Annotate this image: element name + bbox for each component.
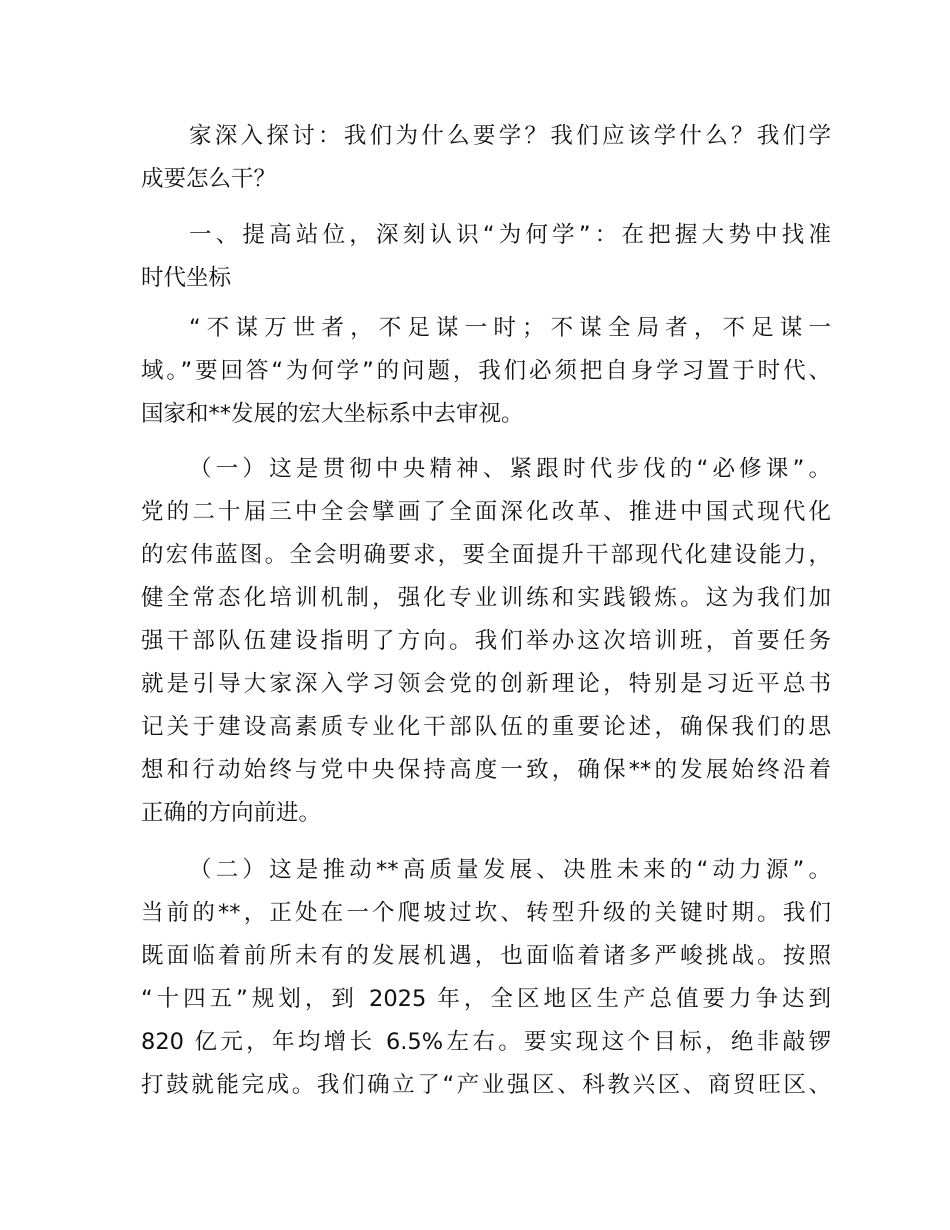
text-line: 域。”要回答“为何学”的问题，我们必须把自身学习置于时代、 — [141, 358, 831, 384]
paragraph-quote — [141, 307, 831, 436]
text-line: 当前的**，正处在一个爬坡过坎、转型升级的关键时期。我们 — [141, 900, 831, 926]
text-line: 就是引导大家深入学习领会党的创新理论，特别是习近平总书 — [141, 671, 831, 697]
paragraph-subsection-2 — [141, 849, 831, 1107]
text-line: 强干部队伍建设指明了方向。我们举办这次培训班，首要任务 — [141, 628, 831, 654]
text-line: 820 亿元，年均增长 6.5%左右。要实现这个目标，绝非敲锣 — [141, 1029, 831, 1055]
text-line: “十四五”规划，到 2025 年，全区地区生产总值要力争达到 — [141, 986, 831, 1012]
text-line: 国家和**发展的宏大坐标系中去审视。 — [141, 401, 524, 427]
text-line: 家深入探讨：我们为什么要学？我们应该学什么？我们学 — [189, 123, 831, 149]
text-line: 时代坐标 — [141, 265, 232, 291]
text-line: 既面临着前所未有的发展机遇，也面临着诸多严峻挑战。按照 — [141, 943, 831, 969]
text-line: 打鼓就能完成。我们确立了“产业强区、科教兴区、商贸旺区、 — [141, 1072, 831, 1098]
text-line: （二）这是推动**高质量发展、决胜未来的“动力源”。 — [189, 857, 831, 883]
text-line: 一、提高站位，深刻认识“为何学”：在把握大势中找准 — [189, 222, 831, 248]
text-line: “不谋万世者，不足谋一时；不谋全局者，不足谋一 — [189, 315, 831, 341]
paragraph-subsection-1 — [141, 448, 831, 835]
section-heading-1 — [141, 214, 831, 300]
text-line: 正确的方向前进。 — [141, 800, 322, 826]
text-line: 记关于建设高素质专业化干部队伍的重要论述，确保我们的思 — [141, 714, 831, 740]
text-line: 党的二十届三中全会擘画了全面深化改革、推进中国式现代化 — [141, 499, 831, 525]
text-line: 健全常态化培训机制，强化专业训练和实践锻炼。这为我们加 — [141, 585, 831, 611]
text-line: （一）这是贯彻中央精神、紧跟时代步伐的“必修课”。 — [189, 456, 831, 482]
text-line: 成要怎么干？ — [141, 166, 277, 192]
text-line: 的宏伟蓝图。全会明确要求，要全面提升干部现代化建设能力， — [141, 542, 831, 568]
paragraph-intro-continuation — [141, 115, 831, 201]
text-line: 想和行动始终与党中央保持高度一致，确保**的发展始终沿着 — [141, 757, 831, 783]
